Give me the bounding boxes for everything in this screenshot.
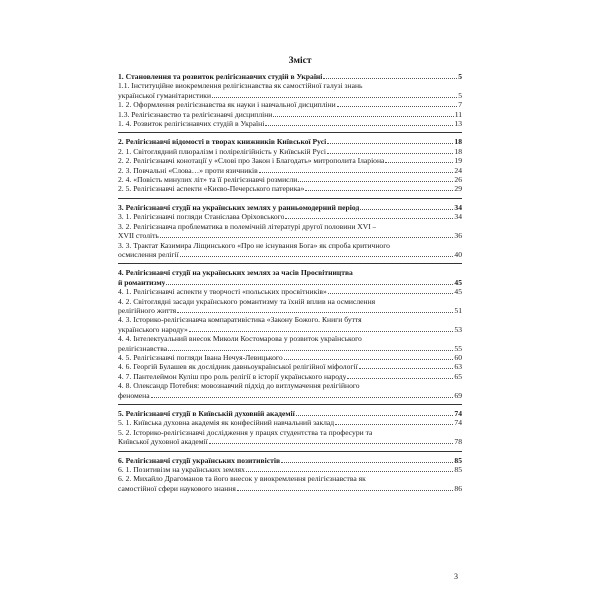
toc-entry[interactable] xyxy=(118,91,462,100)
toc-entry-text: 5. 1. Київська духовна академія як конфесійний навчальний заклад xyxy=(118,418,335,428)
toc-entry-text: 4. 6. Георгій Булашев як дослідник давньоукраїнської релігійної міфології xyxy=(118,362,358,372)
section-heading[interactable] xyxy=(118,456,462,465)
toc-entry-line xyxy=(118,241,462,250)
toc-entry-text: 3. 1. Релігієзнавчі погляди Станіслава Оріховського xyxy=(118,212,285,222)
toc-entry[interactable] xyxy=(118,100,462,109)
toc-entry[interactable] xyxy=(118,156,462,165)
dot-leader xyxy=(298,175,453,182)
section-heading-text: 5. Релігієзнавчі студії в Київській духовній академії xyxy=(118,409,295,418)
toc-entry-line xyxy=(118,381,462,390)
toc-entry-text: осмислення релігії xyxy=(118,249,179,259)
dot-leader xyxy=(246,465,454,472)
toc-entry-page: 53 xyxy=(454,324,462,334)
toc-entry-text: 2. 1. Світоглядний плюралізм і полірелігійність у Київській Русі xyxy=(118,146,327,156)
toc-entry-line-text: 6. 2. Михайло Драгоманов та його внесок у виокремлення релігієзнавства як xyxy=(118,474,366,484)
page-number: 3 xyxy=(454,572,458,581)
toc-entry-page: 18 xyxy=(454,146,462,156)
dot-leader xyxy=(166,278,453,285)
toc-title: Зміст xyxy=(288,56,312,66)
dot-leader xyxy=(284,353,454,360)
toc-entry-page: 40 xyxy=(454,249,462,259)
toc-entry[interactable] xyxy=(118,306,462,315)
toc-entry[interactable] xyxy=(118,119,462,128)
toc-entry-page: 60 xyxy=(454,352,462,362)
toc-entry-text: 2. 5. Релігієзнавчі аспекти «Києво-Печерського патерика» xyxy=(118,184,305,194)
toc-entry-page: 5 xyxy=(458,90,462,100)
section-heading-cont-page: 45 xyxy=(454,277,462,287)
dot-leader xyxy=(385,156,453,163)
toc-entry-page: 45 xyxy=(454,287,462,297)
toc-section xyxy=(118,456,462,498)
section-heading[interactable] xyxy=(118,409,462,418)
toc-entry-page: 86 xyxy=(454,483,462,493)
section-heading-page: 18 xyxy=(454,137,462,147)
toc-entry-page: 7 xyxy=(458,100,462,110)
toc-entry-line xyxy=(118,315,462,324)
toc-entry[interactable] xyxy=(118,110,462,119)
dot-leader xyxy=(335,418,453,425)
toc-entry[interactable] xyxy=(118,231,462,240)
toc-entry-page: 26 xyxy=(454,175,462,185)
toc-entry-page: 78 xyxy=(454,437,462,447)
toc-entry-text: 4. 7. Пантелеймон Куліш про роль релігії в історії українського народу xyxy=(118,371,347,381)
section-heading[interactable] xyxy=(118,203,462,212)
dot-leader xyxy=(168,344,453,351)
toc-entry-text: української гуманітаристики xyxy=(118,90,212,100)
dot-leader xyxy=(360,203,453,210)
table-of-contents xyxy=(118,72,462,501)
dot-leader xyxy=(296,409,454,416)
toc-section xyxy=(118,137,462,198)
dot-leader xyxy=(259,166,454,173)
dot-leader xyxy=(273,110,453,117)
dot-leader xyxy=(328,287,454,294)
dot-leader xyxy=(337,100,457,107)
section-heading-page: 5 xyxy=(458,72,462,81)
toc-entry[interactable] xyxy=(118,391,462,400)
toc-entry-page: 24 xyxy=(454,165,462,175)
section-heading-cont[interactable] xyxy=(118,278,462,287)
section-heading xyxy=(118,268,462,277)
toc-entry[interactable] xyxy=(118,212,462,221)
toc-entry-line-text: 3. 2. Релігієзнавча проблематика в полемічній літературі другої половини XVI – xyxy=(118,221,377,231)
toc-entry-line-text: 4. 2. Світоглядні засади українського романтизму та їхній вплив на осмислення xyxy=(118,296,376,306)
dot-leader xyxy=(212,91,457,98)
toc-entry-text: 2. 2. Релігієзнавчі конотації у «Слові про Закон і Благодать» митрополита Іларіона xyxy=(118,156,385,166)
toc-entry-page: 69 xyxy=(454,390,462,400)
toc-entry[interactable] xyxy=(118,344,462,353)
toc-entry-line xyxy=(118,297,462,306)
toc-entry-text: 1. 4. Розвиток релігієзнавчих студій в Україні xyxy=(118,119,265,129)
toc-entry-text: 2. 3. Повчальні «Слова…» проти язичників xyxy=(118,165,258,175)
toc-entry-page: 74 xyxy=(454,418,462,428)
toc-entry-page: 11 xyxy=(454,109,462,119)
dot-leader xyxy=(359,362,454,369)
toc-entry-text: українського народу» xyxy=(118,324,188,334)
section-heading-text: 1. Становлення та розвиток релігієзнавчих студій в Україні xyxy=(118,72,323,81)
section-heading-page: 34 xyxy=(454,202,462,212)
toc-entry[interactable] xyxy=(118,418,462,427)
toc-entry-line xyxy=(118,81,462,90)
dot-leader xyxy=(327,147,453,154)
toc-section xyxy=(118,203,462,264)
toc-entry-line-text: 1.1. Інституційне виокремлення релігієзнавства як самостійної галузі знань xyxy=(118,81,363,91)
toc-entry-text: самостійної сфери наукового знання xyxy=(118,483,236,493)
dot-leader xyxy=(209,437,454,444)
toc-entry[interactable] xyxy=(118,166,462,175)
toc-entry-page: 13 xyxy=(454,119,462,129)
toc-entry-line xyxy=(118,428,462,437)
toc-entry-text: релігієзнавства xyxy=(118,343,168,353)
toc-entry-text: 1. 2. Оформлення релігієзнавства як науки і навчальної дисципліни xyxy=(118,100,336,110)
toc-entry-line xyxy=(118,222,462,231)
dot-leader xyxy=(177,306,453,313)
section-heading-text: 6. Релігієзнавчі студії українських позитивістів xyxy=(118,455,281,465)
toc-entry-text: релігійного життя xyxy=(118,305,177,315)
section-heading-text: 3. Релігієзнавчі студії на українських землях у ранньомодерний період xyxy=(118,202,360,212)
toc-entry-page: 19 xyxy=(454,156,462,166)
toc-entry-page: 29 xyxy=(454,184,462,194)
section-heading-page: 85 xyxy=(454,455,462,465)
dot-leader xyxy=(189,325,454,332)
toc-entry[interactable] xyxy=(118,437,462,446)
section-heading-text: 2. Релігієзнавчі відомості в творах книжників Київської Русі xyxy=(118,137,327,147)
toc-entry-line-text: 4. 8. Олександр Потебня: мовознавчий підхід до витлумачення релігійного xyxy=(118,381,360,391)
toc-entry[interactable] xyxy=(118,362,462,371)
toc-section xyxy=(118,72,462,133)
toc-entry[interactable] xyxy=(118,287,462,296)
toc-entry-line xyxy=(118,474,462,483)
section-heading-page: 74 xyxy=(454,409,462,418)
toc-entry[interactable] xyxy=(118,175,462,184)
toc-entry[interactable] xyxy=(118,372,462,381)
section-heading-cont-text: й романтизму xyxy=(118,277,166,287)
section-heading-text: 4. Релігієзнавчі студії на українських землях за часів Просвітництва xyxy=(118,268,353,278)
dot-leader xyxy=(285,212,453,219)
dot-leader xyxy=(160,231,454,238)
dot-leader xyxy=(281,456,453,463)
section-heading[interactable] xyxy=(118,72,462,81)
dot-leader xyxy=(305,184,453,191)
dot-leader xyxy=(327,137,453,144)
toc-entry-text: 2. 4. «Повість минулих літ» та її релігієзнавчі розмисли xyxy=(118,175,298,185)
toc-entry[interactable] xyxy=(118,484,462,493)
toc-entry-page: 36 xyxy=(454,231,462,241)
toc-entry-line xyxy=(118,334,462,343)
dot-leader xyxy=(265,119,453,126)
toc-entry-text: 4. 1. Релігієзнавчі аспекти у творчості «польських просвітників» xyxy=(118,287,327,297)
toc-section xyxy=(118,409,462,452)
dot-leader xyxy=(237,484,454,491)
toc-entry-line-text: 3. 3. Трактат Казимира Ліщинського «Про не існування Бога» як спроба критичного xyxy=(118,240,390,250)
toc-entry-text: XVII століть xyxy=(118,231,159,241)
toc-entry-text: 6. 1. Позитивізм на українських землях xyxy=(118,465,245,475)
toc-entry-text: Київської духовної академії xyxy=(118,437,208,447)
dot-leader xyxy=(151,391,454,398)
toc-entry[interactable] xyxy=(118,465,462,474)
toc-entry[interactable] xyxy=(118,325,462,334)
toc-section xyxy=(118,268,462,405)
toc-entry-page: 65 xyxy=(454,371,462,381)
toc-entry-text: 4. 5. Релігієзнавчі погляди Івана Нечуя-Левицького xyxy=(118,352,283,362)
toc-entry-page: 85 xyxy=(454,465,462,475)
toc-entry-page: 55 xyxy=(454,343,462,353)
toc-entry[interactable] xyxy=(118,184,462,193)
toc-entry[interactable] xyxy=(118,147,462,156)
toc-entry-text: 1.3. Релігієзнавство та релігієзнавчі дисципліни xyxy=(118,109,273,119)
toc-entry-page: 63 xyxy=(454,362,462,372)
section-heading[interactable] xyxy=(118,137,462,146)
toc-entry[interactable] xyxy=(118,353,462,362)
toc-entry[interactable] xyxy=(118,250,462,259)
toc-entry-line-text: 4. 4. Інтелектуальний внесок Миколи Костомарова у розвиток українського xyxy=(118,334,362,344)
toc-entry-line-text: 5. 2. Історико-релігієзнавчі дослідження у працях студентства та професури та xyxy=(118,427,373,437)
dot-leader xyxy=(180,250,454,257)
dot-leader xyxy=(347,372,453,379)
toc-entry-line-text: 4. 3. Історико-релігієзнавча компаративістика «Закону Божого. Книги буття xyxy=(118,315,362,325)
toc-entry-text: феномена xyxy=(118,390,150,400)
toc-entry-page: 34 xyxy=(454,212,462,222)
dot-leader xyxy=(323,72,457,79)
toc-entry-page: 51 xyxy=(454,305,462,315)
